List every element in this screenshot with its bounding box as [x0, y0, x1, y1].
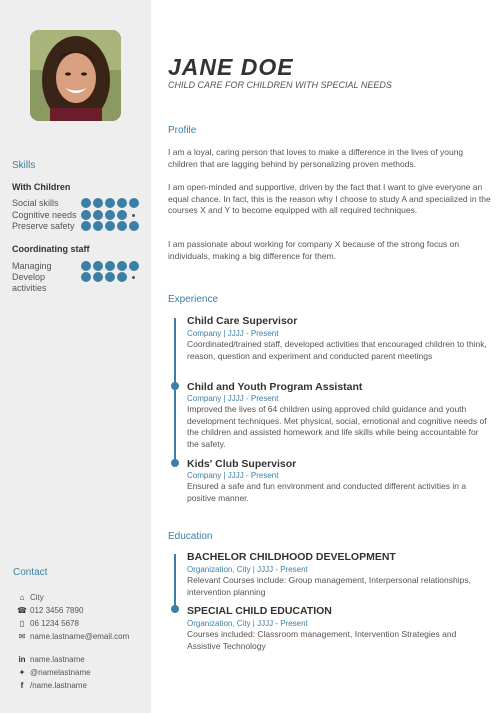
job-company: Company | JJJJ - Present — [187, 471, 279, 480]
job-description: Improved the lives of 64 children using approved child guidance and youth development techniques. Met physical, social, emotional and cognitive needs of the children and assisted homework and life skills while being accountable for the safety. — [187, 404, 487, 449]
skill-row — [12, 283, 142, 294]
skills-title: Skills — [12, 160, 36, 171]
profile-paragraph: I am passionate about working for company X because of the strong focus on individuals, making a big difference for them. — [168, 239, 460, 261]
skill-row — [12, 272, 142, 283]
skill-dot-filled — [105, 221, 115, 231]
skill-dot-filled — [81, 272, 91, 282]
education-title: Education — [168, 531, 213, 542]
contact-text: 06 1234 5678 — [30, 619, 79, 628]
contact-text: name.lastname@email.com — [30, 632, 130, 641]
skill-group-title: Coordinating staff — [12, 244, 90, 254]
skill-row — [12, 198, 142, 209]
skill-dot-filled — [117, 272, 127, 282]
job-description: Ensured a safe and fun environment and conducted different activities in a positive manner. — [187, 481, 467, 503]
education-description: Relevant Courses include: Group management, Interpersonal relationships, intervention planning — [187, 575, 471, 597]
email-icon: ✉ — [18, 632, 26, 641]
education-title-item: BACHELOR CHILDHOOD DEVELOPMENT — [187, 551, 396, 563]
skill-row — [12, 221, 142, 232]
timeline-dot — [171, 382, 179, 390]
mobile-icon: ▯ — [19, 619, 25, 628]
skill-label: Preserve safety — [12, 221, 75, 231]
skill-label: Social skills — [12, 198, 59, 208]
job-subtitle: CHILD CARE FOR CHILDREN WITH SPECIAL NEEDS — [168, 80, 392, 90]
skill-dot-filled — [93, 261, 103, 271]
skill-dot-filled — [81, 198, 91, 208]
contact-email[interactable] — [17, 632, 129, 642]
skill-dot-filled — [105, 272, 115, 282]
skill-dot-filled — [117, 210, 127, 220]
profile-title: Profile — [168, 125, 197, 136]
skill-dot-filled — [93, 272, 103, 282]
skill-row — [12, 261, 142, 272]
contact-text: 012 3456 7890 — [30, 606, 84, 615]
job-title: Child and Youth Program Assistant — [187, 381, 363, 393]
skill-dot-filled — [93, 221, 103, 231]
social-text: /name.lastname — [30, 681, 87, 690]
skill-dot-filled — [117, 198, 127, 208]
skill-label: activities — [12, 283, 47, 293]
skill-dot-filled — [81, 210, 91, 220]
skill-dot-filled — [81, 221, 91, 231]
skill-group-title: With Children — [12, 182, 71, 192]
social-linkedin[interactable] — [17, 655, 85, 665]
education-timeline — [174, 554, 176, 607]
social-text: @namelastname — [30, 668, 91, 677]
home-icon: ⌂ — [19, 593, 25, 602]
skill-dot-empty — [132, 276, 135, 279]
twitter-icon: ✦ — [18, 668, 26, 677]
education-title-item: SPECIAL CHILD EDUCATION — [187, 605, 332, 617]
person-name: JANE DOE — [168, 54, 294, 80]
education-org: Organization, City | JJJJ - Present — [187, 619, 308, 628]
facebook-icon: f — [20, 681, 24, 690]
skill-row — [12, 210, 142, 221]
skill-dot-filled — [93, 210, 103, 220]
phone-icon: ☎ — [17, 606, 27, 615]
education-org: Organization, City | JJJJ - Present — [187, 565, 308, 574]
timeline-dot — [171, 459, 179, 467]
skill-dot-filled — [117, 261, 127, 271]
profile-photo — [30, 30, 121, 121]
contact-text: City — [30, 593, 44, 602]
contact-mobile — [17, 619, 79, 629]
social-facebook[interactable] — [17, 681, 87, 691]
skill-dot-filled — [129, 198, 139, 208]
sidebar — [0, 0, 151, 713]
job-title: Kids' Club Supervisor — [187, 458, 297, 470]
contact-title: Contact — [13, 567, 48, 578]
education-description: Courses included: Classroom management, Intervention Strategies and Assistive Technology — [187, 629, 457, 651]
skill-label: Develop — [12, 272, 46, 282]
experience-timeline — [174, 318, 176, 466]
job-company: Company | JJJJ - Present — [187, 394, 279, 403]
skill-dot-filled — [105, 261, 115, 271]
skill-dot-filled — [105, 198, 115, 208]
main-content — [151, 0, 504, 713]
skill-label: Managing — [12, 261, 52, 271]
social-twitter[interactable] — [17, 668, 91, 678]
contact-city — [17, 593, 44, 603]
skill-dot-filled — [93, 198, 103, 208]
profile-paragraph: I am open-minded and supportive, driven by the fact that I want to give everyone an equal chance. In fact, this is the reason why I choose to study A and specialized in the courses X and Y to become equipped with all required techniques. — [168, 182, 491, 215]
skill-dot-filled — [81, 261, 91, 271]
skill-dot-filled — [129, 261, 139, 271]
contact-phone — [17, 606, 83, 616]
job-title: Child Care Supervisor — [187, 315, 298, 327]
timeline-dot — [171, 605, 179, 613]
social-text: name.lastname — [30, 655, 85, 664]
linkedin-icon: in — [18, 655, 26, 664]
skill-dot-empty — [132, 214, 135, 217]
experience-title: Experience — [168, 294, 219, 305]
profile-paragraph: I am a loyal, caring person that loves to make a difference in the lives of young children that are lagging behind by personalizing proven methods. — [168, 147, 464, 169]
skill-label: Cognitive needs — [12, 210, 77, 220]
skill-dot-filled — [105, 210, 115, 220]
skill-dot-filled — [117, 221, 127, 231]
job-company: Company | JJJJ - Present — [187, 329, 279, 338]
job-description: Coordinated/trained staff, developed activities that encouraged children to think, reason, question and experiment and conducted parent meetings — [187, 339, 487, 361]
skill-dot-filled — [129, 221, 139, 231]
